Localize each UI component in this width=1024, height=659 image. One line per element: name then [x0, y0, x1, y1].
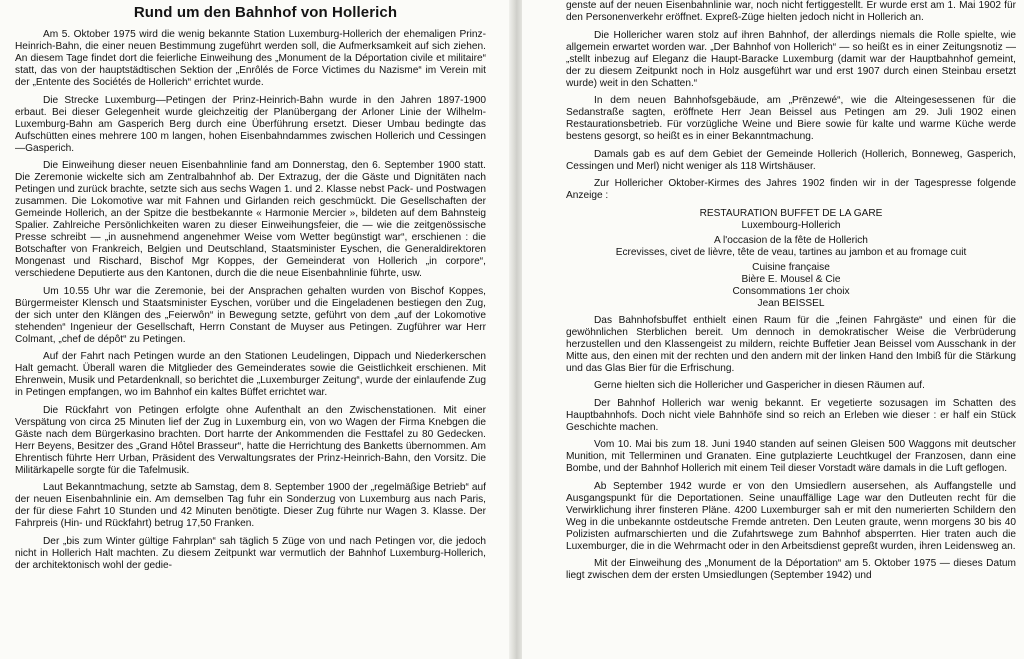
paragraph: Damals gab es auf dem Gebiet der Gemeinde Hollerich (Hollerich, Bonneweg, Gasperich, Cessingen und Merl) nicht weniger als 118 Wirtshäuser.	[566, 148, 1016, 172]
paragraph: Gerne hielten sich die Hollericher und Gaspericher in diesen Räumen auf.	[594, 380, 925, 391]
paragraph: Am 5. Oktober 1975 wird die wenig bekannte Station Luxemburg-Hollerich der ehemaligen Prinz-Heinrich-Bahn, die einer neuen Bestimmung zugeführt werden soll, die Aufmerksamkeit auf sich ziehen. An diesem Tage findet dort die feierliche Einweihung des „Monument de la Déportation civile et militaire“ statt, das von der hauptstädtischen Sektion der „Enrôlés de Force Victimes du Nazisme“ im Verein mit der „Entente des Sociétés de Hollerich“ errichtet wurde.	[15, 29, 486, 88]
paragraph: Der „bis zum Winter gültige Fahrplan“ sah täglich 5 Züge von und nach Petingen vor, die jedoch nicht in Hollerich Halt machten. Zu diesem Zeitpunkt war vermutlich der Bahnhof Luxemburg-Hollerich, der architektonisch wohl der gedie-	[15, 535, 486, 571]
article-title: Rund um den Bahnhof von Hollerich	[133, 4, 398, 21]
left-page	[0, 0, 510, 659]
paragraph: In dem neuen Bahnhofsgebäude, am „Prënzewé“, wie die Alteingesessenen für die Sedanstraße sagten, eröffnete Herr Jean Beissel aus Petingen am 29. Juli 1902 einen Restaurationsbetrieb. Für vorzügliche Weine und Biere sowie für kalte und warme Küche werde bestens gesorgt, so heißt es in einer Bekanntmachung.	[566, 95, 1016, 142]
right-page	[522, 0, 1024, 659]
paragraph: Ab September 1942 wurde er von den Umsiedlern ausersehen, als Auffangstelle und Ausgangspunkt für die Deportationen. Seine unauffällige Lage war den Dutleuten recht für die Verwirklichung ihrer finsteren Pläne. 4200 Luxemburger sah er mit den numerierten Schildern den Weg in die unbekannte ostdeutsche Fremde antreten. Den Leuten graute, wenn morgens 30 bis 40 Polizisten aufmarschierten und die Zufahrtswege zum Bahnhof absperrten. Hier traten auch die Luxemburger, die in die Wehrmacht oder in den Arbeitsdienst gepreßt wurden, ihren Leidensweg an.	[566, 480, 1016, 552]
paragraph: Das Bahnhofsbuffet enthielt einen Raum für die „feinen Fahrgäste“ und einen für die gewöhnlichen Sterblichen bereit. Um dennoch in demokratischer Weise die Verbrüderung herzustellen und den Klassengeist zu mildern, reichte Buffetier Jean Beissel vom Ausschank in der Mitte aus, den einen mit der rechten und den andern mit der linken Hand den Imbiß für die Stärkung und das Glas Bier für die Erfrischung.	[566, 314, 1016, 374]
paragraph: Die Strecke Luxemburg—Petingen der Prinz-Heinrich-Bahn wurde in den Jahren 1897-1900 erbaut. Bei dieser Gelegenheit wurde gleichzeitig der Planübergang der Arloner Linie der Wilhelm-Luxemburg-Bahn am Gasperich Berg durch eine Überführung ersetzt. Dieser Umbau bedingte das Aufschütten eines mehrere 100 m langen, hohen Eisenbahndammes zwischen Hollerich und Cessingen—Gasperich.	[15, 94, 486, 154]
paragraph: Zur Hollericher Oktober-Kirmes des Jahres 1902 finden wir in der Tagespresse folgende Anzeige :	[566, 178, 1016, 201]
paragraph: Der Bahnhof Hollerich war wenig bekannt. Er vegetierte sozusagen im Schatten des Hauptbahnhofs. Doch nicht viele Bahnhöfe sind so reich an Erleben wie dieser : er half ein Stück Geschichte machen.	[566, 397, 1016, 433]
paragraph: Die Hollericher waren stolz auf ihren Bahnhof, der allerdings niemals die Rolle spielte, wie allgemein erwartet worden war. „Der Bahnhof von Hollerich“ — so heißt es in einer Zeitungsnotiz — „stellt inbezug auf Eleganz die Haupt-Baracke Luxemburg (damit war der Hauptbahnhof gemeint, der zu diesem Zeitpunkt noch in Holz ausgeführt war und erst 1907 durch einen Steinbau ersetzt wurde) weit in den Schatten.“	[566, 29, 1016, 89]
paragraph: Laut Bekanntmachung, setzte ab Samstag, dem 8. September 1900 der „regelmäßige Betrieb“ auf der neuen Eisenbahnlinie ein. Am demselben Tag fuhr ein Sonderzug von Luxemburg aus nach Paris, der für diese Fahrt 10 Stunden und 42 Minuten benötigte. Dieser Zug führte nur Wagen 3. Klasse. Der Fahrpreis (Hin- und Rückfahrt) betrug 17,50 Franken.	[15, 482, 486, 529]
ad-cuisine: Cuisine française	[752, 261, 830, 273]
paragraph: Die Rückfahrt von Petingen erfolgte ohne Aufenthalt an den Zwischenstationen. Mit einer Verspätung von circa 25 Minuten lief der Zug in Luxemburg ein, von wo Wagen der Firma Knebgen die Gäste nach dem Bürgerkasino brachten. Dort harrte der Ankommenden die Festtafel zu 80 Gedecken. Herr Beyens, Besitzer des „Grand Hôtel Brasseur“, hatte die Herrichtung des Banketts übernommen. Am Ehrentisch führte Herr Urban, Präsident des Verwaltungsrates der Prinz-Heinrich-Bahn, den Vorsitz. Die Militärkapelle sorgte für die Tafelmusik.	[15, 404, 486, 476]
ad-beer: Bière E. Mousel & Cie	[741, 273, 841, 285]
newspaper-advertisement	[566, 208, 1016, 310]
paragraph: Mit der Einweihung des „Monument de la Déportation“ am 5. Oktober 1975 — dieses Datum liegt zwischen dem der ersten Umsiedlungen (September 1942) und	[566, 558, 1016, 581]
paragraph: Um 10.55 Uhr war die Zeremonie, bei der Ansprachen gehalten wurden von Bischof Koppes, Bürgermeister Klensch und Staatsminister Eyschen, vorüber und die Eingeladenen bestiegen den Zug, der sich unter den Klängen des „Feierwôn“ in Bewegung setzte, geführt von dem „auf der Lokomotive stehenden“ Ingenieur der Gesellschaft, Herrn Constant de Muyser aus Petingen. Zugführer war Herr Colmant, „chef de dépôt“ zu Petingen.	[15, 285, 486, 345]
paragraph: Vom 10. Mai bis zum 18. Juni 1940 standen auf seinen Gleisen 500 Waggons mit deutscher Munition, mit Tellerminen und Granaten. Eine gutplazierte Leuchtkugel der Franzosen, dann eine Bombe, und der Bahnhof Hollerich mit einem Teil dieser Vorstadt wäre damals in die Luft geflogen.	[566, 439, 1016, 474]
ad-proprietor: Jean BEISSEL	[757, 297, 825, 309]
paragraph: Auf der Fahrt nach Petingen wurde an den Stationen Leudelingen, Dippach und Niederkerschen Halt gemacht. Überall waren die Mitglieder des Gemeinderates sowie die Geistlichkeit erschienen. Mit Ehrenwein, Musik und Petardenknall, so berichtet die „Luxemburger Zeitung“, wurde der einlaufende Zug in Petingen empfangen, wo im Bahnhof ein kaltes Büffet errichtet war.	[15, 351, 486, 398]
ad-consommations: Consommations 1er choix	[732, 285, 850, 297]
ad-heading: RESTAURATION BUFFET DE LA GARE	[699, 207, 883, 219]
ad-location: Luxembourg-Hollerich	[741, 219, 841, 231]
ad-occasion: A l'occasion de la fête de Hollerich	[714, 234, 868, 246]
book-gutter	[509, 0, 523, 659]
ad-menu: Ecrevisses, civet de lièvre, tête de veau, tartines au jambon et au fromage cuit	[615, 246, 967, 258]
paragraph: Die Einweihung dieser neuen Eisenbahnlinie fand am Donnerstag, den 6. September 1900 statt. Die Zeremonie wickelte sich am Zentralbahnhof ab. Der Extrazug, der die Gäste und Dignitäten nach Petingen und zurück brachte, setzte sich aus sechs Wagen 1. und 2. Klasse nebst Pack- und Postwagen zusammen. Die Lokomotive war mit Fahnen und Girlanden reich geschmückt. Die Gesellschaften der Gemeinde Hollerich, an der Spitze die bestbekannte « Harmonie Mercier », bildeten auf dem Bahnsteig Spalier. Zahlreiche Persönlichkeiten waren zu dieser Einweihungsfeier, die — wie die zeitgenössische Presse schreibt — „in ausnehmend angenehmer Weise vom Wetter begünstigt war“, erschienen : die Botschafter von Frankreich, Belgien und Deutschland, Staatsminister Eyschen, die Generaldirektoren Mongenast und Rischard, Bischof Mgr Koppes, der Gemeinderat von Hollerich „in corpore“, verschiedene Deputierte aus den Kantonen, durch die die neue Eisenbahnlinie führte, usw.	[15, 160, 486, 279]
paragraph-continued: genste auf der neuen Eisenbahnlinie war, noch nicht fertiggestellt. Er wurde erst am 1. Mai 1902 für den Personenverkehr eröffnet. Expreß-Züge hielten jedoch nicht in Hollerich an.	[566, 0, 1016, 23]
